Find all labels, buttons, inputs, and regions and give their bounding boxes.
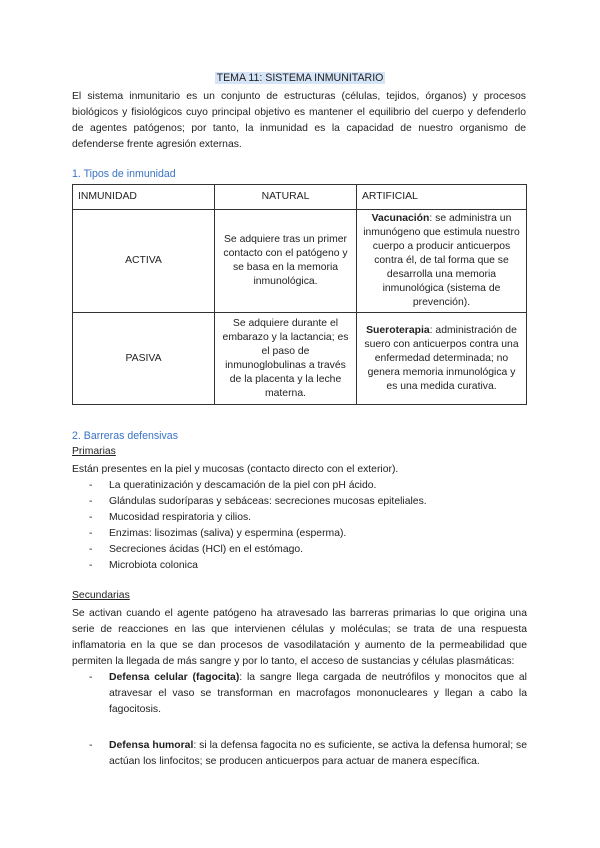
list-item: - Glándulas sudoríparas y sebáceas: secreciones mucosas epiteliales. [89,496,427,507]
text-defensa-humoral: : si la defensa fagocita no es suficiente, se activa la defensa humoral; se actúan los linfocitos; se producen anticuerpos para actuar de manera específica. [109,740,527,767]
header-inmunidad: INMUNIDAD [73,185,215,210]
section-heading-barreras: 2. Barreras defensivas [72,430,178,442]
term-vacunacion: Vacunación [371,213,430,224]
cell-artificial-activa [357,210,527,313]
cell-natural-pasiva: Se adquiere durante el embarazo y la lactancia; es el paso de inmunoglobulinas a través de la placenta y la leche materna. [215,313,357,405]
term-defensa-humoral: Defensa humoral [109,740,194,751]
secundarias-intro: Se activan cuando el agente patógeno ha atravesado las barreras primarias lo que origina una serie de reacciones en las que intervienen células y moléculas; se trata de una respuesta inflamatoria en la que se dan procesos de vasodilatación y aumento de la permeabilidad que permiten la llegada de más sangre y por lo tanto, el acceso de sustancias y células plasmáticas: [72,608,527,667]
section-heading-tipos: 1. Tipos de inmunidad [72,168,176,180]
list-item: - La queratinización y descamación de la piel con pH ácido. [89,480,377,491]
table-row-pasiva [73,313,527,405]
term-defensa-celular: Defensa celular (fagocita) [109,672,240,683]
cell-natural-activa: Se adquiere tras un primer contacto con el patógeno y se basa en la memoria inmunológica. [215,210,357,313]
list-item: - Defensa humoral: si la defensa fagocita no es suficiente, se activa la defensa humoral; se actúan los linfocitos; se producen anticuerpos para actuar de manera específica. [89,740,527,767]
subheading-secundarias: Secundarias [72,590,130,601]
primarias-intro: Están presentes en la piel y mucosas (contacto directo con el exterior). [72,464,399,475]
table-row-activa [73,210,527,313]
list-item: - Mucosidad respiratoria y cilios. [89,512,252,523]
row-label-pasiva: PASIVA [73,313,215,405]
secundarias-list [72,670,527,770]
primarias-list [72,478,527,574]
list-item: - Defensa celular (fagocita): la sangre llega cargada de neutrófilos y monocitos que al atravesar el vaso se transforman en macrofagos mononucleares y llegan a cabo la fagocitosis. [89,672,527,715]
text-defensa-celular: : la sangre llega cargada de neutrófilos y monocitos que al atravesar el vaso se transforman en macrofagos mononucleares y llegan a cabo la fagocitosis. [109,672,527,715]
list-item: - Enzimas: lisozimas (saliva) y espermina (esperma). [89,528,347,539]
header-natural: NATURAL [215,185,357,210]
intro-paragraph: El sistema inmunitario es un conjunto de estructuras (células, tejidos, órganos) y procesos biológicos y fisiológicos cuyo principal objetivo es mantener el equilibrio del cuerpo y defenderlo de agentes patógenos; por tanto, la inmunidad es la capacidad de nuestro organismo de defenderse frente agresión externas. [72,91,526,150]
text-vacunacion: : se administra un inmunógeno que estimula nuestro cuerpo a producir anticuerpos contra él, de tal forma que se desarrolla una memoria inmunológica (sistema de prevención). [363,213,520,308]
text-sueroterapia: : administración de suero con anticuerpos contra una enfermedad determinada; no genera memoria inmunológica y es una medida curativa. [364,324,519,392]
list-item: - Secreciones ácidas (HCl) en el estómago. [89,544,304,555]
header-artificial: ARTIFICIAL [357,185,527,210]
immunity-table [72,184,527,405]
table-header-row [73,185,527,210]
subheading-primarias: Primarias [72,446,116,457]
term-sueroterapia: Sueroterapia [366,324,430,336]
page-title-text: TEMA 11: SISTEMA INMUNITARIO [216,72,384,84]
cell-artificial-pasiva [357,313,527,405]
row-label-activa: ACTIVA [73,210,215,313]
list-item: - Microbiota colonica [89,560,198,571]
page-title [0,72,600,84]
